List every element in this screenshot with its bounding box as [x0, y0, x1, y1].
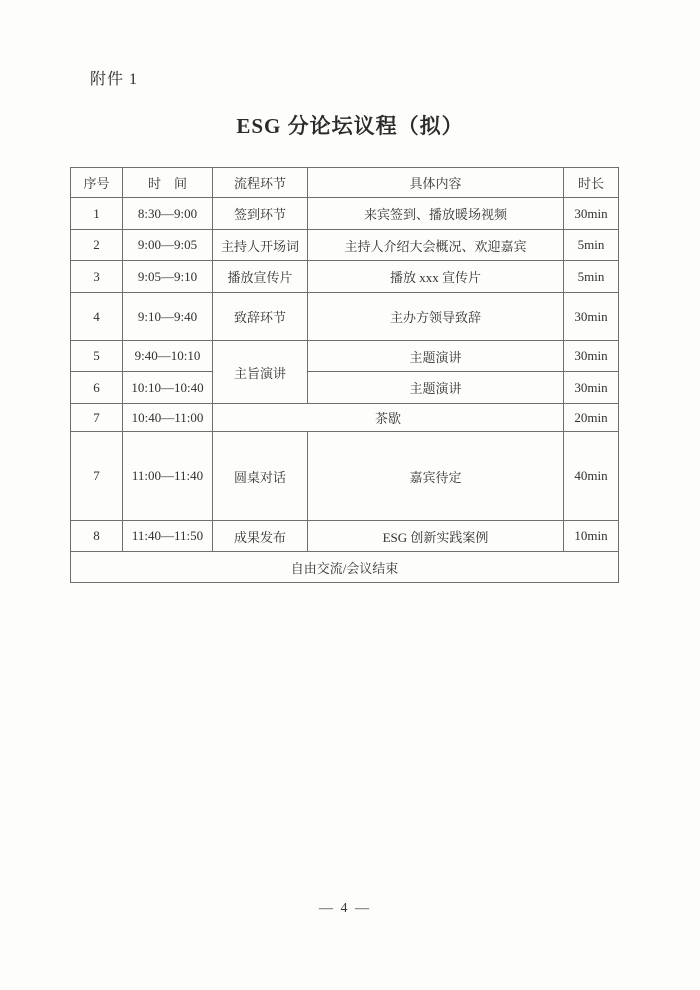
cell-content: 主题演讲: [308, 341, 564, 372]
cell-no: 7: [71, 404, 123, 432]
cell-content: 来宾签到、播放暖场视频: [308, 198, 564, 230]
table-row: [71, 372, 619, 404]
cell-time: 9:00—9:05: [123, 230, 213, 261]
attachment-label: 附件 1: [90, 71, 139, 88]
cell-content: 嘉宾待定: [308, 432, 564, 521]
cell-no: 4: [71, 293, 123, 341]
page-title: ESG 分论坛议程（拟）: [236, 114, 464, 138]
table-footer-row: [71, 552, 619, 583]
cell-no: 8: [71, 521, 123, 552]
cell-time: 10:10—10:40: [123, 372, 213, 404]
page-number: — 4 —: [319, 901, 371, 916]
cell-stage: 圆桌对话: [213, 432, 308, 521]
cell-duration: 30min: [564, 198, 619, 230]
cell-no: 2: [71, 230, 123, 261]
cell-time: 9:05—9:10: [123, 261, 213, 293]
cell-duration: 10min: [564, 521, 619, 552]
cell-time: 11:00—11:40: [123, 432, 213, 521]
cell-time: 8:30—9:00: [123, 198, 213, 230]
table-row: [71, 404, 619, 432]
cell-time: 11:40—11:50: [123, 521, 213, 552]
table-row: [71, 230, 619, 261]
cell-content: ESG 创新实践案例: [308, 521, 564, 552]
cell-stage: 主持人开场词: [213, 230, 308, 261]
table-header-row: [71, 168, 619, 198]
cell-duration: 30min: [564, 293, 619, 341]
header-no: 序号: [71, 168, 123, 198]
cell-time: 10:40—11:00: [123, 404, 213, 432]
table-row: [71, 521, 619, 552]
cell-time: 9:40—10:10: [123, 341, 213, 372]
table-row: [71, 198, 619, 230]
table-row: [71, 261, 619, 293]
cell-duration: 5min: [564, 230, 619, 261]
cell-content: 主办方领导致辞: [308, 293, 564, 341]
header-time: 时 间: [123, 168, 213, 198]
cell-duration: 40min: [564, 432, 619, 521]
cell-duration: 30min: [564, 341, 619, 372]
cell-stage-merged: 主旨演讲: [213, 341, 308, 404]
cell-stage: 成果发布: [213, 521, 308, 552]
cell-stage: 播放宣传片: [213, 261, 308, 293]
cell-content: 主持人介绍大会概况、欢迎嘉宾: [308, 230, 564, 261]
cell-no: 5: [71, 341, 123, 372]
cell-duration: 20min: [564, 404, 619, 432]
agenda-table: [70, 167, 619, 583]
cell-time: 9:10—9:40: [123, 293, 213, 341]
cell-stage: 致辞环节: [213, 293, 308, 341]
cell-duration: 5min: [564, 261, 619, 293]
table-row: [71, 341, 619, 372]
cell-no: 7: [71, 432, 123, 521]
cell-stage-content-merged: 茶歇: [213, 404, 564, 432]
cell-footer-merged: 自由交流/会议结束: [71, 552, 619, 583]
cell-content: 播放 xxx 宣传片: [308, 261, 564, 293]
table-row: [71, 293, 619, 341]
cell-content: 主题演讲: [308, 372, 564, 404]
cell-no: 6: [71, 372, 123, 404]
header-duration: 时长: [564, 168, 619, 198]
cell-duration: 30min: [564, 372, 619, 404]
header-content: 具体内容: [308, 168, 564, 198]
cell-stage: 签到环节: [213, 198, 308, 230]
header-stage: 流程环节: [213, 168, 308, 198]
table-row: [71, 432, 619, 521]
cell-no: 1: [71, 198, 123, 230]
cell-no: 3: [71, 261, 123, 293]
